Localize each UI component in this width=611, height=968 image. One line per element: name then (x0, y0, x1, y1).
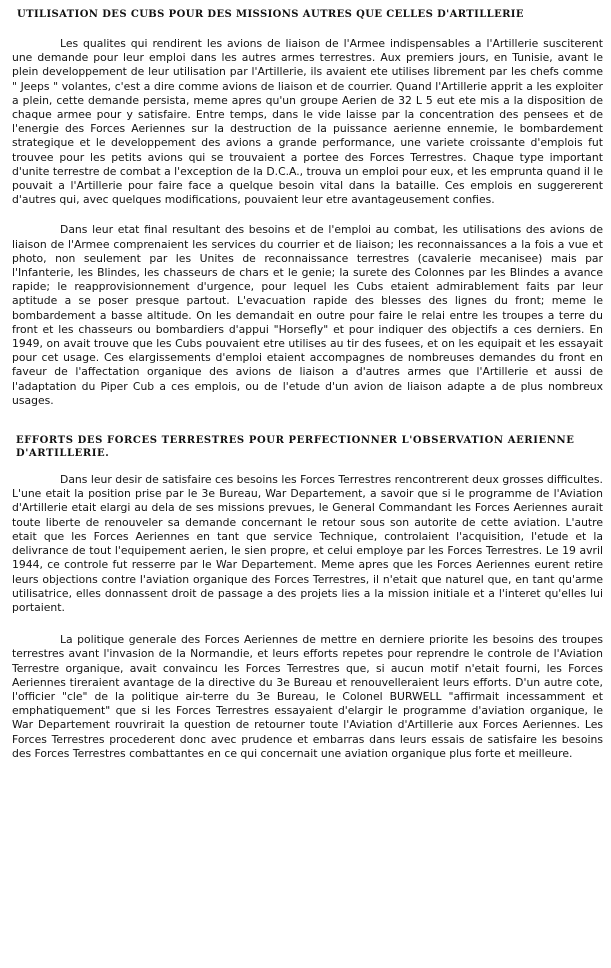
section-heading-efforts: EFFORTS DES FORCES TERRESTRES POUR PERFECTIONNER L'OBSERVATION AERIENNE D'ARTILLERIE. (16, 435, 575, 460)
paragraph-3: Dans leur desir de satisfaire ces besoins les Forces Terrestres rencontrerent deux grosses difficultes. L'une etait la position prise par le 3e Bureau, War Departement, a savoir que si le programme de l'Aviation d'Artillerie etait elargi au dela de ses missions prevues, le General Commandant les Forces Aeriennes aurait toute liberte de renouveler sa demande concernant le retour sous son autorite de cette aviation. L'autre etait que les Forces Aeriennes en tant que service Technique, controlaient l'acquisition, l'etude et la delivrance de tout l'equipement aerien, le sien propre, et celui employe par les Forces Terrestres. Le 19 avril 1944, ce controle fut resserre par le War Departement. Meme apres que les Forces Aeriennes eurent retire leurs objections contre l'aviation organique des Forces Terrestres, il n'etait que naturel que, en tant qu'arme utilisatrice, elles donnassent droit de passage a des projets lies a la mission initiale et a l'interet qu'elles lui portaient. (12, 473, 603, 614)
paragraph-1: Les qualites qui rendirent les avions de liaison de l'Armee indispensables a l'Artillerie susciterent une demande pour leur emploi dans les autres armes terrestres. Aux premiers jours, en Tunisie, avant le plein developpement de leur utilisation par l'Artillerie, ils avaient ete utilises librement par les chefs comme " Jeeps " volantes, c'est a dire comme avions de liaison et de courrier. Quand l'Artillerie apprit a les exploiter a plein, cette demande persista, meme apres qu'un groupe Aerien de 32 L 5 eut ete mis a la disposition de chaque armee pour y satisfaire. Entre temps, dans le vide laisse par la concentration des pensees et de l'energie des Forces Aeriennes sur la destruction de la puissance aerienne ennemie, le bombardement strategique et le developpement des avions a grande performance, une variete croissante d'emplois fut trouvee pour les petits avions qui se trouvaient a portee des Forces Terrestres. Chaque type important d'unite terrestre de combat a l'exception de la D.C.A., trouva un emploi pour eux, et les emprunta quand il le pouvait a l'Artillerie pour faire face a quelque besoin vital dans la bataille. Ces emplois en suggererent d'autres qui, avec quelques modifications, pouvaient leur etre avantageusement confies. (12, 37, 603, 207)
section-heading-cubs-missions: UTILISATION DES CUBS POUR DES MISSIONS AUTRES QUE CELLES D'ARTILLERIE (17, 9, 524, 20)
paragraph-2: Dans leur etat final resultant des besoins et de l'emploi au combat, les utilisations des avions de liaison de l'Armee comprenaient les services du courrier et de liaison; les reconnaissances a la fois a vue et photo, non seulement par les Unites de reconnaissance terrestres (cavalerie mecanisee) mais par l'Infanterie, les Blindes, les chasseurs de chars et le genie; la surete des Colonnes par les Blindes a avance rapide; le reapprovisionnement d'urgence, pour lequel les Cubs etaient admirablement faits par leur aptitude a se poser presque partout. L'evacuation rapide des blesses des lignes du front; meme le bombardement a basse altitude. On les demandait en outre pour faire le relai entre les troupes a terre du front et les chasseurs ou bombardiers d'appui "Horsefly" et pour indiquer des objectifs a ces derniers. En 1949, on avait trouve que les Cubs pouvaient etre utilises au tir des fusees, et on les equipait et les essayait pour cet usage. Ces elargissements d'emploi etaient accompagnes de nombreuses demandes du front en faveur de l'affectation organique des avions de liaison a d'autres armes que l'Artillerie et aussi de l'adaptation du Piper Cub a ces emplois, ou de l'etude d'un avion de liaison adapte a de plus nombreux usages. (12, 223, 603, 407)
paragraph-4: La politique generale des Forces Aeriennes de mettre en derniere priorite les besoins des troupes terrestres avant l'invasion de la Normandie, et leurs efforts repetes pour reprendre le controle de l'Aviation Terrestre organique, avait convaincu les Forces Terrestres que, si aucun motif n'etait fourni, les Forces Aeriennes tireraient avantage de la directive du 3e Bureau et renouvelleraient leurs efforts. D'un autre cote, l'officier "cle" de la politique air-terre du 3e Bureau, le Colonel BURWELL "affirmait incessamment et emphatiquement" que si les Forces Terrestres essayaient d'elargir le programme d'aviation organique, le War Departement rouvrirait la question de retourner toute l'Aviation d'Artillerie aux Forces Aeriennes. Les Forces Terrestres procederent donc avec prudence et embarras dans leurs essais de satisfaire les besoins des Forces Terrestres combattantes en ce qui concernait une aviation organique plus forte et meilleure. (12, 633, 603, 760)
